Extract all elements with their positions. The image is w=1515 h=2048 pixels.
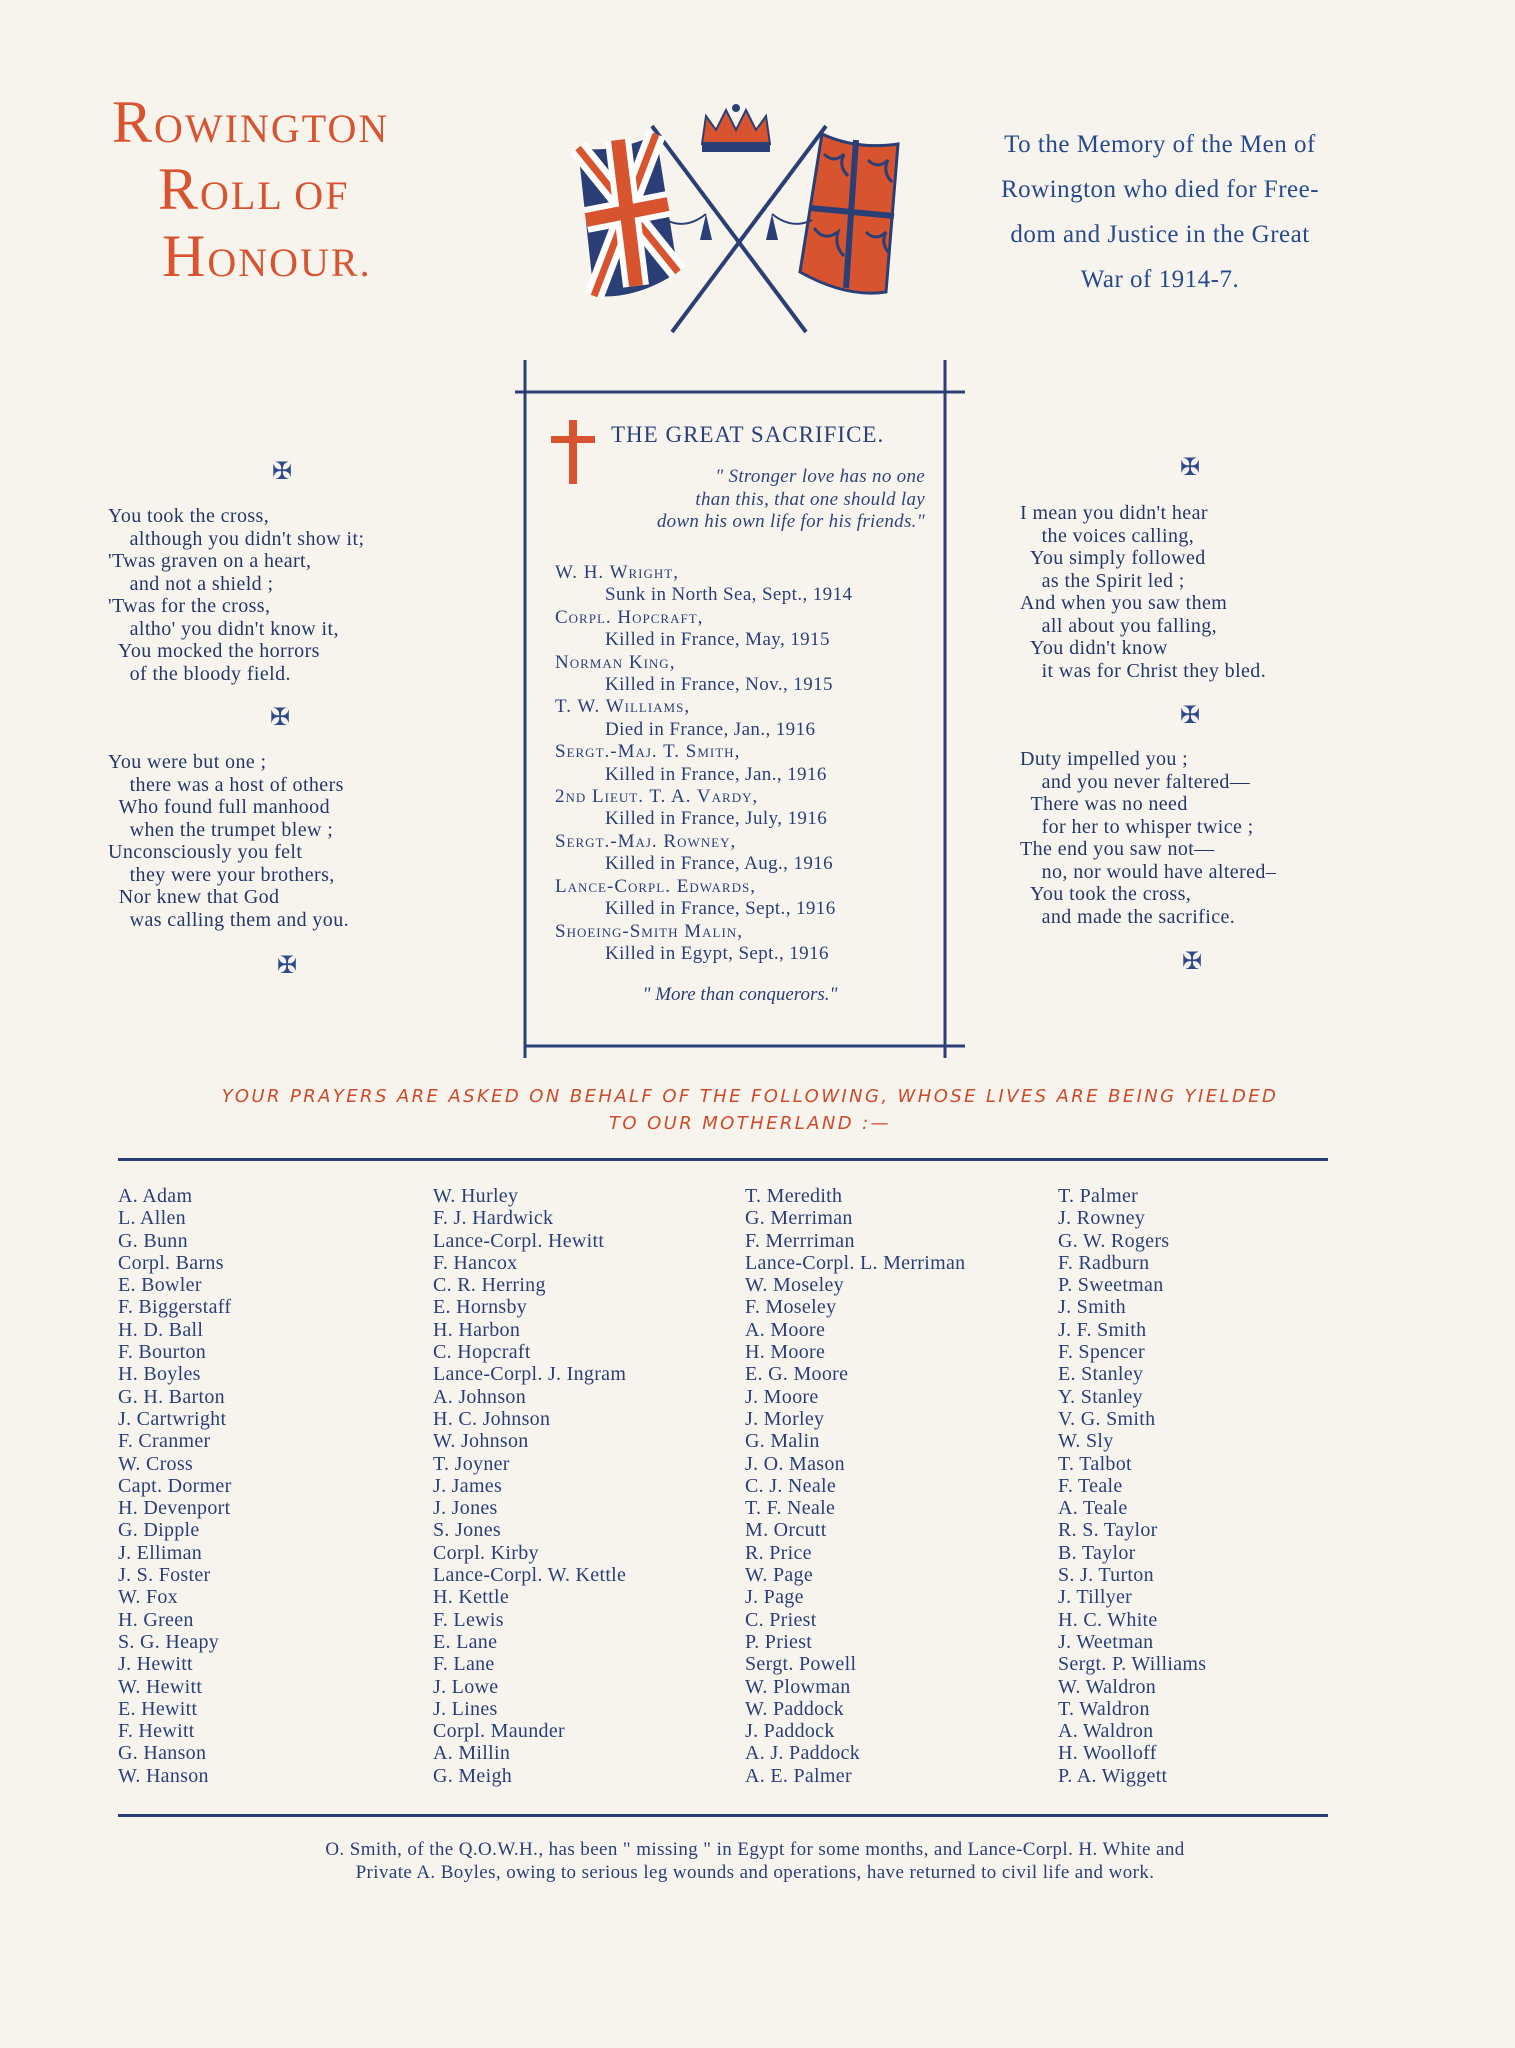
names-column-2 — [433, 1185, 626, 1787]
name-entry: J. S. Foster — [118, 1564, 211, 1587]
fallen-entry — [555, 562, 940, 607]
name-entry: Sergt. Powell — [745, 1653, 857, 1676]
name-entry: A. Adam — [118, 1185, 193, 1207]
name-entry: V. G. Smith — [1058, 1407, 1156, 1430]
name-entry: F. J. Hardwick — [433, 1207, 554, 1230]
name-entry: Lance-Corpl. W. Kettle — [433, 1564, 627, 1587]
fallen-entry — [555, 831, 940, 876]
crown-icon — [702, 104, 770, 152]
fallen-entry — [555, 876, 940, 921]
fallen-name: W. H. Wright, — [555, 562, 679, 583]
fallen-name: Norman King, — [555, 651, 676, 673]
poem-line: was calling them and you. — [108, 908, 349, 931]
name-entry: H. Green — [118, 1608, 194, 1631]
name-entry: A. Moore — [745, 1318, 826, 1341]
fallen-info: Killed in France, Nov., 1915 — [605, 674, 833, 696]
fallen-info: Killed in France, May, 1915 — [605, 629, 830, 651]
name-entry: J. Page — [745, 1586, 804, 1609]
dedication-line: War of 1914-7. — [1080, 266, 1240, 293]
title-initial: H — [162, 223, 208, 289]
name-entry: A. E. Palmer — [745, 1764, 852, 1787]
name-entry: T. Waldron — [1058, 1697, 1150, 1720]
poem-line: it was for Christ they bled. — [1020, 659, 1267, 682]
name-entry: J. Cartwright — [118, 1407, 227, 1430]
name-entry: Capt. Dormer — [118, 1474, 232, 1497]
poem-line: Who found full manhood — [108, 796, 330, 818]
poem-line: although you didn't show it; — [108, 527, 365, 550]
title-line-2 — [108, 156, 508, 226]
fallen-name: Sergt.-Maj. T. Smith, — [555, 741, 741, 763]
names-column-4 — [1058, 1185, 1206, 1787]
name-entry: Lance-Corpl. J. Ingram — [433, 1363, 627, 1386]
name-entry: H. C. White — [1058, 1608, 1158, 1631]
maltese-cross-icon: ✠ — [1181, 949, 1203, 975]
fallen-entry — [555, 652, 940, 697]
name-entry: F. Lane — [433, 1653, 495, 1676]
title-line-3 — [108, 223, 508, 293]
title-rest: OWINGTON — [154, 106, 390, 151]
poem-line: You were but one ; — [108, 751, 267, 773]
title-rest: OLL OF — [200, 173, 350, 218]
name-entry: Lance-Corpl. L. Merriman — [745, 1251, 966, 1274]
name-entry: E. G. Moore — [745, 1363, 849, 1386]
fallen-info: Killed in France, Sept., 1916 — [605, 898, 836, 920]
divider-top — [118, 1158, 1328, 1161]
name-entry: G. Hanson — [118, 1742, 207, 1765]
poem-line: all about you falling, — [1020, 614, 1218, 637]
names-column-1 — [118, 1185, 232, 1787]
name-entry: T. F. Neale — [745, 1497, 836, 1520]
name-entry: Corpl. Kirby — [433, 1541, 539, 1564]
name-entry: J. Tillyer — [1058, 1586, 1133, 1609]
quote-line: " Stronger love has no one — [715, 466, 925, 487]
royal-standard-icon — [800, 134, 898, 293]
right-poem-stanza-2 — [1020, 748, 1276, 928]
name-entry: F. Hancox — [433, 1251, 518, 1274]
maltese-cross-icon: ✠ — [271, 459, 293, 485]
title-line-1 — [108, 89, 508, 159]
name-entry: H. Kettle — [433, 1586, 510, 1609]
name-entry: P. Sweetman — [1058, 1274, 1164, 1297]
name-entry: S. G. Heapy — [118, 1630, 220, 1653]
fallen-name: Corpl. Hopcraft, — [555, 606, 704, 628]
name-entry: W. Plowman — [745, 1675, 851, 1698]
poem-line: and you never faltered— — [1020, 770, 1251, 793]
prayer-heading-line: TO OUR MOTHERLAND :— — [608, 1113, 892, 1134]
poem-line: You took the cross, — [108, 505, 270, 527]
name-entry: Y. Stanley — [1058, 1385, 1143, 1408]
poem-line: Unconsciously you felt — [108, 841, 303, 863]
name-entry: E. Stanley — [1058, 1363, 1144, 1386]
great-sacrifice-panel — [515, 360, 965, 1060]
name-entry: W. Moseley — [745, 1274, 844, 1297]
fallen-entry — [555, 696, 940, 741]
name-entry: C. Hopcraft — [433, 1341, 531, 1364]
maltese-cross-icon: ✠ — [1179, 455, 1201, 481]
poem-line: as the Spirit led ; — [1020, 569, 1185, 592]
name-entry: G. W. Rogers — [1058, 1229, 1170, 1252]
name-entry: F. Lewis — [433, 1608, 504, 1631]
name-entry: T. Palmer — [1058, 1185, 1139, 1207]
name-entry: J. F. Smith — [1058, 1318, 1147, 1341]
name-entry: P. Priest — [745, 1630, 813, 1653]
scripture-quote — [555, 466, 925, 534]
poem-line: and not a shield ; — [108, 572, 274, 595]
poem-line: there was a host of others — [108, 773, 344, 796]
fallen-info: Died in France, Jan., 1916 — [605, 718, 816, 740]
left-poem-stanza-2 — [108, 751, 349, 931]
name-entry: J. Lines — [433, 1697, 498, 1720]
name-entry: A. Johnson — [433, 1385, 527, 1408]
divider-bottom — [118, 1814, 1328, 1817]
footer-line: Private A. Boyles, owing to serious leg wounds and operations, have returned to civil life and work. — [355, 1862, 1155, 1883]
poem-line: You didn't know — [1020, 637, 1168, 659]
name-entry: F. Spencer — [1058, 1341, 1145, 1364]
name-entry: Sergt. P. Williams — [1058, 1653, 1207, 1676]
name-entry: J. Smith — [1058, 1296, 1126, 1319]
name-entry: A. Millin — [433, 1742, 511, 1765]
poem-line: There was no need — [1020, 793, 1188, 815]
fallen-info: Killed in France, Jan., 1916 — [605, 763, 827, 785]
name-entry: J. Moore — [745, 1385, 819, 1408]
left-poem-stanza-1 — [108, 505, 364, 685]
fallen-name: T. W. Williams, — [555, 696, 691, 718]
poem-line: I mean you didn't hear — [1020, 502, 1208, 524]
name-entry: J. Hewitt — [118, 1653, 193, 1676]
poem-line: of the bloody field. — [108, 662, 291, 685]
maltese-cross-icon: ✠ — [276, 953, 298, 979]
quote-line: down his own life for his friends." — [656, 511, 925, 532]
name-entry: G. Malin — [745, 1430, 820, 1453]
name-entry: J. Paddock — [745, 1720, 835, 1743]
poem-line: when the trumpet blew ; — [108, 818, 334, 841]
poem-line: Nor knew that God — [108, 886, 280, 908]
name-entry: C. R. Herring — [433, 1274, 546, 1297]
poem-line: they were your brothers, — [108, 863, 335, 886]
name-entry: W. Sly — [1058, 1430, 1114, 1453]
name-entry: F. Radburn — [1058, 1251, 1150, 1274]
name-entry: A. Teale — [1058, 1497, 1128, 1520]
fallen-entry — [555, 921, 940, 966]
poem-line: for her to whisper twice ; — [1020, 815, 1254, 838]
fallen-info: Killed in France, July, 1916 — [605, 808, 828, 830]
name-entry: T. Meredith — [745, 1185, 843, 1207]
fallen-entry — [555, 786, 940, 831]
name-entry: G. Bunn — [118, 1229, 188, 1252]
fallen-name: Sergt.-Maj. Rowney, — [555, 830, 737, 852]
name-entry: S. Jones — [433, 1519, 501, 1542]
name-entry: W. Fox — [118, 1586, 178, 1609]
name-entry: E. Hornsby — [433, 1296, 528, 1319]
poem-line: 'Twas for the cross, — [108, 595, 271, 617]
fallen-name: Lance-Corpl. Edwards, — [555, 875, 756, 897]
name-entry: G. Merriman — [745, 1207, 853, 1230]
dedication-line: Rowington who died for Free- — [1000, 176, 1320, 203]
fallen-name: Shoeing-Smith Malin, — [555, 920, 743, 942]
name-entry: B. Taylor — [1058, 1541, 1136, 1564]
name-entry: R. S. Taylor — [1058, 1519, 1158, 1542]
name-entry: C. J. Neale — [745, 1474, 837, 1497]
fallen-info: Killed in France, Aug., 1916 — [605, 853, 834, 875]
name-entry: J. Lowe — [433, 1675, 499, 1698]
name-entry: W. Johnson — [433, 1430, 529, 1453]
name-entry: G. H. Barton — [118, 1385, 225, 1408]
title-initial: R — [112, 89, 155, 155]
name-entry: H. Woolloff — [1058, 1742, 1157, 1765]
poem-line: You mocked the horrors — [108, 640, 320, 662]
name-entry: L. Allen — [118, 1207, 186, 1230]
page-title — [108, 89, 508, 293]
right-poem-stanza-1 — [1020, 502, 1266, 682]
names-column-3 — [745, 1185, 965, 1787]
name-entry: Lance-Corpl. Hewitt — [433, 1229, 605, 1252]
name-entry: F. Cranmer — [118, 1430, 211, 1453]
name-entry: F. Bourton — [118, 1341, 207, 1364]
title-initial: R — [158, 156, 201, 222]
name-entry: F. Biggerstaff — [118, 1296, 232, 1319]
prayer-heading — [150, 1083, 1350, 1137]
fallen-entry — [555, 607, 940, 652]
fallen-roll — [555, 562, 940, 965]
name-entry: F. Moseley — [745, 1296, 837, 1319]
title-rest: ONOUR. — [207, 240, 372, 285]
fallen-info: Sunk in North Sea, Sept., 1914 — [605, 584, 853, 606]
name-entry: H. Devenport — [118, 1497, 231, 1520]
poem-line: no, nor would have altered– — [1020, 860, 1277, 883]
maltese-cross-icon: ✠ — [1179, 703, 1201, 729]
poem-line: Duty impelled you ; — [1020, 748, 1189, 770]
name-entry: J. Rowney — [1058, 1207, 1146, 1230]
footer-note — [100, 1838, 1410, 1884]
name-entry: F. Merrriman — [745, 1229, 855, 1252]
footer-line: O. Smith, of the Q.O.W.H., has been " missing " in Egypt for some months, and Lance-Corpl. H. White and — [325, 1839, 1185, 1860]
name-entry: J. James — [433, 1474, 503, 1497]
name-entry: A. Waldron — [1058, 1720, 1154, 1743]
name-entry: M. Orcutt — [745, 1519, 827, 1542]
name-entry: F. Hewitt — [118, 1720, 195, 1743]
name-entry: S. J. Turton — [1058, 1564, 1154, 1587]
maltese-cross-icon: ✠ — [269, 705, 291, 731]
name-entry: G. Dipple — [118, 1519, 200, 1542]
great-sacrifice-heading: THE GREAT SACRIFICE. — [611, 422, 885, 447]
poem-line: And when you saw them — [1020, 592, 1228, 614]
quote-line: than this, that one should lay — [695, 488, 925, 510]
name-entry: J. O. Mason — [745, 1452, 845, 1475]
fallen-name: 2nd Lieut. T. A. Vardy, — [555, 786, 759, 808]
name-entry: E. Hewitt — [118, 1697, 198, 1720]
name-entry: J. Elliman — [118, 1541, 203, 1564]
name-entry: H. C. Johnson — [433, 1407, 551, 1430]
name-entry: H. D. Ball — [118, 1318, 204, 1341]
name-entry: T. Talbot — [1058, 1452, 1132, 1475]
poem-line: 'Twas graven on a heart, — [108, 550, 312, 572]
name-entry: T. Joyner — [433, 1452, 510, 1475]
name-entry: W. Paddock — [745, 1697, 844, 1720]
name-entry: E. Lane — [433, 1630, 498, 1653]
poem-line: The end you saw not— — [1020, 838, 1215, 860]
poem-line: and made the sacrifice. — [1020, 905, 1236, 928]
poem-line: You took the cross, — [1020, 883, 1192, 905]
name-entry: P. A. Wiggett — [1058, 1764, 1168, 1787]
name-entry: J. Jones — [433, 1497, 498, 1520]
dedication-line: dom and Justice in the Great — [1010, 221, 1310, 248]
name-entry: E. Bowler — [118, 1274, 202, 1297]
name-entry: W. Waldron — [1058, 1675, 1157, 1698]
name-entry: J. Morley — [745, 1407, 825, 1430]
dedication-line: To the Memory of the Men of — [1004, 131, 1316, 158]
fallen-entry — [555, 741, 940, 786]
name-entry: A. J. Paddock — [745, 1742, 861, 1765]
name-entry: Corpl. Maunder — [433, 1720, 565, 1743]
name-entry: C. Priest — [745, 1608, 817, 1631]
closing-quote: " More than conquerors." — [642, 984, 838, 1005]
name-entry: G. Meigh — [433, 1764, 513, 1787]
name-entry: W. Cross — [118, 1452, 194, 1475]
name-entry: W. Hanson — [118, 1764, 209, 1787]
name-entry: J. Weetman — [1058, 1630, 1154, 1653]
crossed-flags-emblem — [556, 104, 922, 340]
name-entry: W. Hewitt — [118, 1675, 203, 1698]
dedication-text — [940, 122, 1380, 302]
poem-line: altho' you didn't know it, — [108, 617, 339, 640]
name-entry: R. Price — [745, 1541, 812, 1564]
name-entry: H. Harbon — [433, 1318, 521, 1341]
prayer-heading-line: YOUR PRAYERS ARE ASKED ON BEHALF OF THE FOLLOWING, WHOSE LIVES ARE BEING YIELDED — [221, 1086, 1279, 1107]
fallen-info: Killed in Egypt, Sept., 1916 — [605, 942, 829, 964]
poem-line: the voices calling, — [1020, 524, 1195, 547]
name-entry: W. Page — [745, 1564, 814, 1587]
name-entry: H. Moore — [745, 1341, 826, 1364]
name-entry: W. Hurley — [433, 1185, 519, 1207]
poem-line: You simply followed — [1020, 547, 1206, 569]
name-entry: F. Teale — [1058, 1474, 1123, 1497]
union-flag-icon — [578, 134, 678, 297]
name-entry: Corpl. Barns — [118, 1251, 224, 1274]
name-entry: H. Boyles — [118, 1363, 201, 1386]
